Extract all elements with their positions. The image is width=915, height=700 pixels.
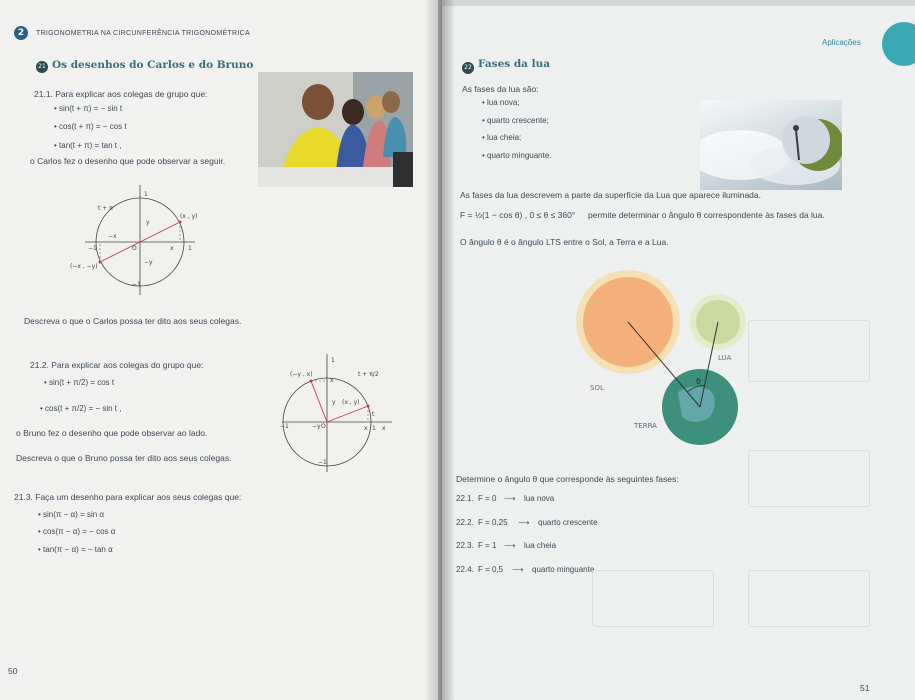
diagram1-label: t + π <box>98 205 113 212</box>
q21-3-item: • tan(π − α) = − tan α <box>38 545 113 554</box>
answer-number: 22.3. <box>456 541 474 550</box>
diagram1-label: −x <box>108 233 117 240</box>
answer-box <box>748 450 870 507</box>
q21-1-describe: Descreva o que o Carlos possa ter dito aos seus colegas. <box>24 316 242 326</box>
q21-1-item: • cos(t + π) = − cos t <box>54 122 127 131</box>
q21-1-item: • sin(t + π) = − sin t <box>54 104 123 113</box>
answer-expr: F = 0,5 <box>478 565 504 574</box>
page-number-left: 50 <box>8 666 18 676</box>
angle-note: O ângulo θ é o ângulo LTS entre o Sol, a Terra e a Lua. <box>460 237 669 247</box>
diagram2-label: t + π/2 <box>358 371 379 378</box>
diagram1-label: (x , y) <box>180 213 198 220</box>
q21-2-item: • sin(t + π/2) = cos t <box>44 378 115 387</box>
diagram1-label: O <box>132 245 137 252</box>
q21-2-item: • cos(t + π/2) = − sin t , <box>40 404 122 413</box>
section-badge: 21 <box>36 61 48 73</box>
phase-item: • quarto minguante. <box>482 151 552 160</box>
right-page <box>442 0 915 700</box>
section-title: Os desenhos do Carlos e do Bruno <box>52 59 254 71</box>
arrow: ⟶ <box>518 518 530 527</box>
arrow: ⟶ <box>504 541 516 550</box>
diagram1-label: (−x , −y) <box>70 263 98 270</box>
phase-item: • lua cheia; <box>482 133 522 142</box>
answer-expr: F = 0 <box>478 494 497 503</box>
answer-expr: F = 0,25 <box>478 518 508 527</box>
applications-tab: Aplicações <box>822 38 861 47</box>
diagram2-label: y <box>332 399 336 406</box>
diagram2-label: 1 <box>331 357 335 364</box>
answer-number: 22.4. <box>456 565 474 574</box>
diagram2-label: x <box>364 425 368 432</box>
q21-1-intro: 21.1. Para explicar aos colegas de grupo que: <box>34 89 208 99</box>
moon-label: LUA <box>718 354 732 362</box>
diagram2-label: −1 <box>280 423 289 430</box>
q21-1-after: o Carlos fez o desenho que pode observar a seguir. <box>30 156 226 166</box>
phase-formula: F = ½(1 − cos θ) , 0 ≤ θ ≤ 360° <box>460 210 576 220</box>
carlos-diagram <box>70 180 210 300</box>
phase-item: • lua nova; <box>482 98 520 107</box>
diagram2-label: t <box>372 411 375 418</box>
students-photo <box>258 72 413 187</box>
diagram2-label: x <box>330 377 334 384</box>
answer-phase: lua nova <box>524 494 555 503</box>
q21-1-item: • tan(t + π) = tan t , <box>54 141 122 150</box>
answer-phase: lua cheia <box>524 541 557 550</box>
answer-number: 22.1. <box>456 494 474 503</box>
answer-expr: F = 1 <box>478 541 497 550</box>
arrow: ⟶ <box>512 565 524 574</box>
earth-label: TERRA <box>634 422 657 430</box>
answer-number: 22.2. <box>456 518 474 527</box>
diagram2-label: −y <box>312 423 321 430</box>
left-page <box>0 0 438 700</box>
diagram2-label: x <box>382 425 386 432</box>
answer-phase: quarto minguante <box>532 565 595 574</box>
diagram1-label: y <box>146 219 150 226</box>
bruno-diagram <box>280 350 400 475</box>
answer-box <box>592 570 714 627</box>
section-badge: 22 <box>462 62 474 74</box>
diagram2-label: O <box>321 423 326 430</box>
q21-2-describe: Descreva o que o Bruno possa ter dito aos seus colegas. <box>16 453 232 463</box>
q21-3-item: • cos(π − α) = − cos α <box>38 527 116 536</box>
chapter-title: TRIGONOMETRIA NA CIRCUNFERÊNCIA TRIGONOMÉTRICA <box>36 30 250 37</box>
arrow: ⟶ <box>504 494 516 503</box>
diagram2-label: (−y , x) <box>290 371 313 378</box>
q21-2-intro: 21.2. Para explicar aos colegas do grupo que: <box>30 360 204 370</box>
answer-box <box>748 570 870 627</box>
chapter-tab-circle <box>882 22 915 66</box>
sun-label: SOL <box>590 384 604 392</box>
diagram2-label: (x , y) <box>342 399 360 406</box>
phase-item: • quarto crescente; <box>482 116 549 125</box>
chapter-number: 2 <box>14 26 28 40</box>
diagram1-label: 1 <box>188 245 192 252</box>
determine-instruction: Determine o ângulo θ que corresponde às seguintes fases: <box>456 474 679 484</box>
theta-label: θ <box>696 377 701 386</box>
book-gutter <box>425 0 455 700</box>
phases-intro: As fases da lua são: <box>462 84 539 94</box>
moon-photo <box>700 100 842 190</box>
answer-box <box>748 320 870 382</box>
formula-explanation: permite determinar o ângulo θ correspondente às fases da lua. <box>588 210 825 220</box>
section-title: Fases da lua <box>478 58 551 70</box>
diagram1-label: −y <box>144 259 153 266</box>
q21-2-after: o Bruno fez o desenho que pode observar ao lado. <box>16 428 208 438</box>
diagram1-label: 1 <box>144 191 148 198</box>
diagram2-label: −1 <box>318 459 327 466</box>
sun-earth-moon-diagram <box>560 262 750 452</box>
diagram1-label: −1 <box>132 281 141 288</box>
diagram1-label: −1 <box>88 245 97 252</box>
page-number-right: 51 <box>860 683 870 693</box>
q21-3-intro: 21.3. Faça um desenho para explicar aos seus colegas que: <box>14 492 242 502</box>
diagram1-label: x <box>170 245 174 252</box>
phases-description: As fases da lua descrevem a parte da superfície da Lua que aparece iluminada. <box>460 190 761 200</box>
q21-3-item: • sin(π − α) = sin α <box>38 510 105 519</box>
diagram2-label: 1 <box>372 425 376 432</box>
answer-phase: quarto crescente <box>538 518 598 527</box>
